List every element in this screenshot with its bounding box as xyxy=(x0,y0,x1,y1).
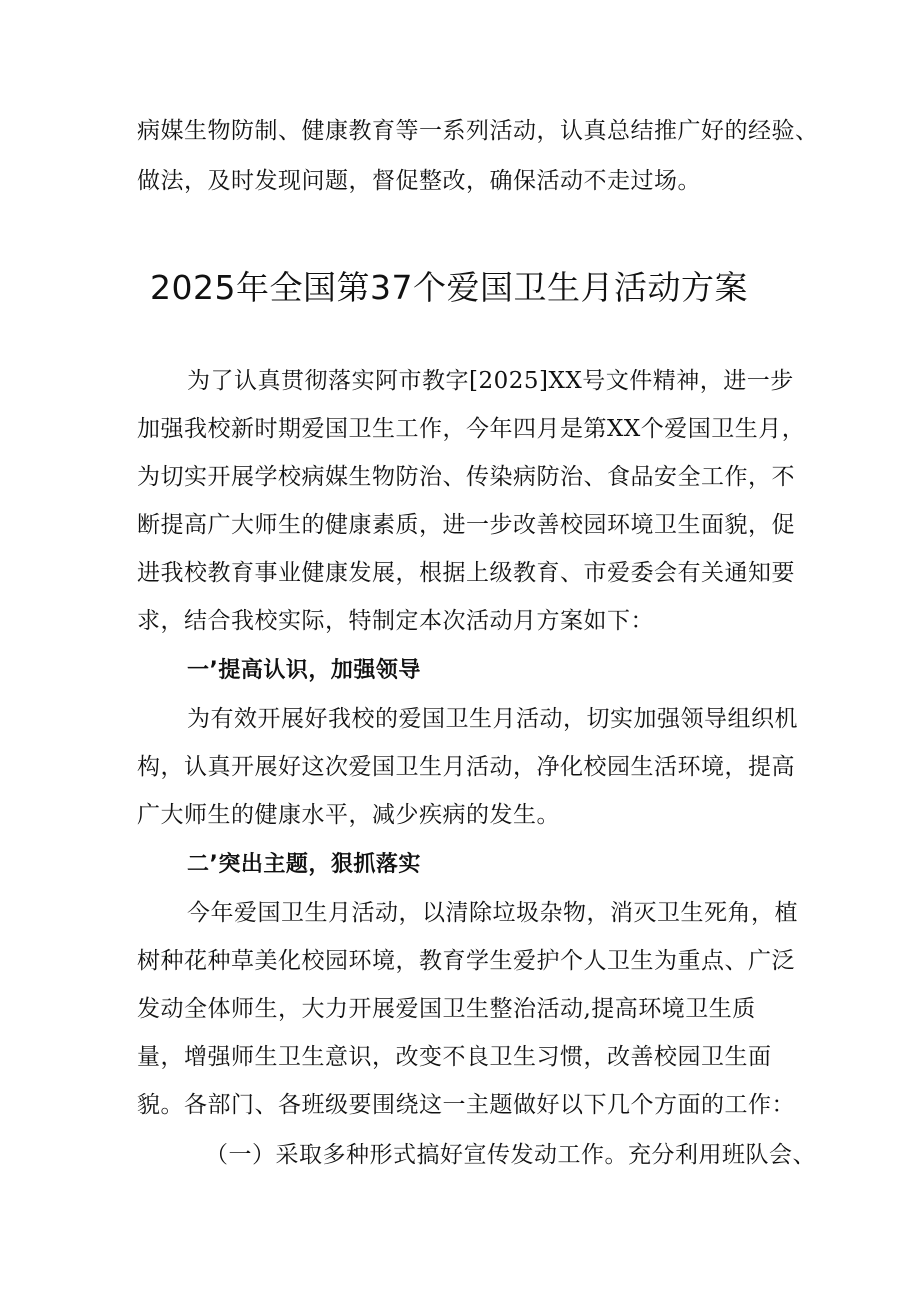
section2-line-3: 发动全体师生，大力开展爱国卫生整治活动,提高环境卫生质 xyxy=(137,996,756,1022)
section1-heading: 一’提高认识，加强领导 xyxy=(187,658,421,683)
paragraph1-line-6: 求，结合我校实际，特制定本次活动月方案如下： xyxy=(137,608,654,634)
paragraph1-line-2: 加强我校新时期爱国卫生工作，今年四月是第XX个爱国卫生月， xyxy=(137,416,806,442)
section1-line-2: 构，认真开展好这次爱国卫生月活动，净化校园生活环境，提高 xyxy=(137,754,795,780)
paragraph1-line-1: 为了认真贯彻落实阿市教字[2025]XX号文件精神，进一步 xyxy=(187,368,794,394)
section1-line-1: 为有效开展好我校的爱国卫生月活动，切实加强领导组织机 xyxy=(187,706,798,732)
section2-heading: 二’突出主题，狠抓落实 xyxy=(187,852,421,877)
intro-line-2: 做法，及时发现问题，督促整改，确保活动不走过场。 xyxy=(137,168,701,194)
intro-line-1: 病媒生物防制、健康教育等一系列活动，认真总结推广好的经验、 xyxy=(137,118,819,144)
section2-line-5: 貌。各部门、各班级要围绕这一主题做好以下几个方面的工作： xyxy=(137,1092,795,1118)
section1-line-3: 广大师生的健康水平，减少疾病的发生。 xyxy=(137,802,560,828)
section2-line-1: 今年爱国卫生月活动，以清除垃圾杂物，消灭卫生死角，植 xyxy=(187,900,798,926)
paragraph1-line-4: 断提高广大师生的健康素质，进一步改善校园环境卫生面貌，促 xyxy=(137,512,795,538)
section2-line-4: 量，增强师生卫生意识，改变不良卫生习惯，改善校园卫生面 xyxy=(137,1044,772,1070)
paragraph1-line-5: 进我校教育事业健康发展，根据上级教育、市爱委会有关通知要 xyxy=(137,560,795,586)
subsection1-line-1: （一）采取多种形式搞好宣传发动工作。充分利用班队会、 xyxy=(205,1142,816,1168)
section2-line-2: 树种花种草美化校园环境，教育学生爱护个人卫生为重点、广泛 xyxy=(137,948,795,974)
paragraph1-line-3: 为切实开展学校病媒生物防治、传染病防治、食品安全工作，不 xyxy=(137,464,795,490)
page-title: 2025年全国第37个爱国卫生月活动方案 xyxy=(150,268,748,307)
